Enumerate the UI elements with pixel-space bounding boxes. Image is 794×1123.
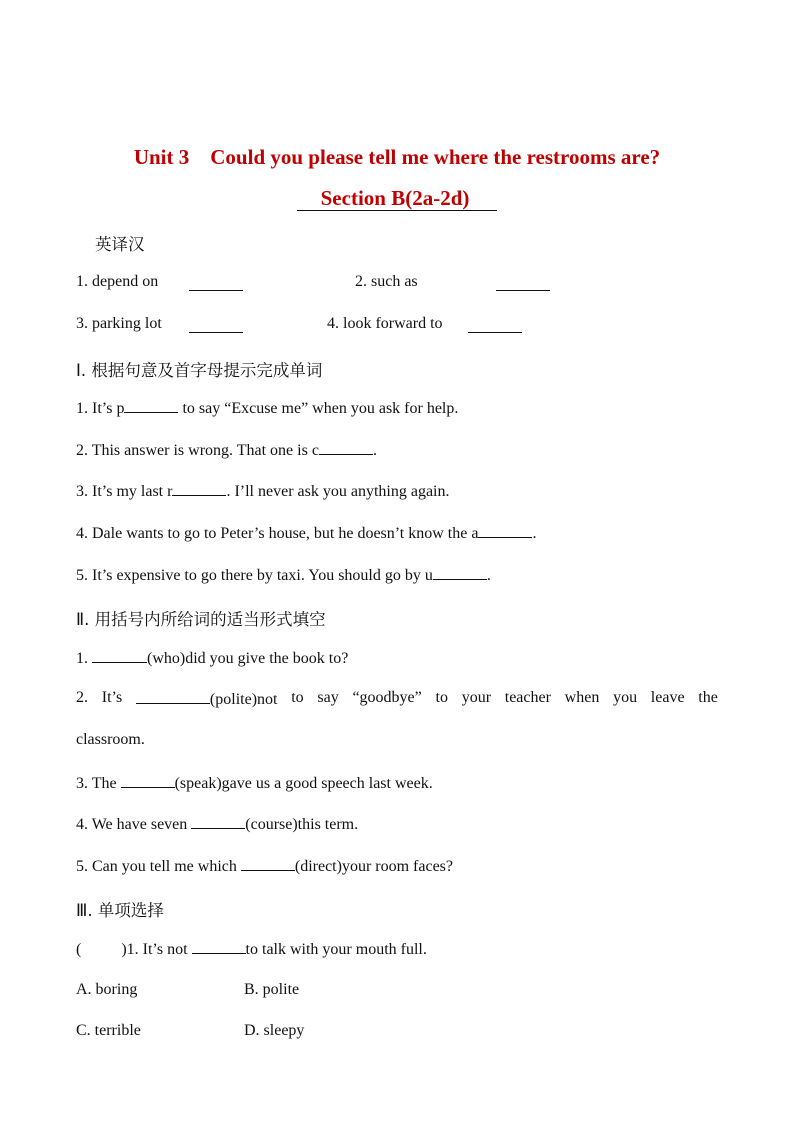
part1-blank-4[interactable]: [478, 523, 532, 538]
part1-heading: Ⅰ. 根据句意及首字母提示完成单词: [76, 361, 323, 380]
part2-item-3: 3. The (speak)gave us a good speech last week.: [76, 775, 433, 792]
unit-title: [0, 145, 794, 170]
part3-question-1: ( )1. It’s not to talk with your mouth full.: [76, 941, 427, 958]
unit-label: Unit 3: [133, 145, 190, 169]
option-b[interactable]: B. polite: [244, 981, 300, 998]
part2-blank-3[interactable]: [121, 773, 175, 788]
section-title: [0, 186, 794, 211]
part2-blank-2[interactable]: [136, 689, 210, 704]
unit-question: Could you please tell me where the restrooms are?: [210, 145, 661, 169]
part1-blank-1[interactable]: [124, 398, 178, 413]
part2-item-2-cont: classroom.: [76, 731, 145, 748]
part2-item-4: 4. We have seven (course)this term.: [76, 816, 359, 833]
part2-blank-1[interactable]: [92, 648, 147, 663]
option-c[interactable]: C. terrible: [76, 1022, 141, 1039]
vocab-heading: 英译汉: [95, 235, 145, 254]
part3-blank-1[interactable]: [192, 939, 246, 954]
part1-blank-5[interactable]: [433, 565, 487, 580]
vocab-item-2: 2. such as: [355, 273, 418, 290]
vocab-item-3: 3. parking lot: [76, 315, 162, 332]
part2-heading: Ⅱ. 用括号内所给词的适当形式填空: [76, 610, 326, 629]
part2-item-5: 5. Can you tell me which (direct)your room faces?: [76, 858, 453, 875]
part1-blank-3[interactable]: [172, 481, 226, 496]
vocab-blank-2[interactable]: [496, 276, 550, 291]
part2-item-1: 1. (who)did you give the book to?: [76, 650, 349, 667]
part2-item-2: 2. It’s (polite)not to say “goodbye” to your teacher when you leave the: [76, 689, 718, 708]
answer-paren[interactable]: ( ): [76, 941, 127, 958]
option-d[interactable]: D. sleepy: [244, 1022, 305, 1039]
part1-item-1: 1. It’s p to say “Excuse me” when you ask for help.: [76, 400, 459, 417]
part2-blank-5[interactable]: [241, 856, 295, 871]
part1-item-5: 5. It’s expensive to go there by taxi. You should go by u .: [76, 567, 491, 584]
vocab-item-1: 1. depend on: [76, 273, 159, 290]
part1-item-4: 4. Dale wants to go to Peter’s house, but he doesn’t know the a .: [76, 525, 537, 542]
part1-blank-2[interactable]: [319, 440, 373, 455]
vocab-blank-4[interactable]: [468, 318, 522, 333]
vocab-blank-3[interactable]: [189, 318, 243, 333]
part1-item-2: 2. This answer is wrong. That one is c .: [76, 442, 377, 459]
section-label: Section B(2a-2d): [320, 186, 470, 210]
part3-heading: Ⅲ. 单项选择: [76, 901, 164, 920]
vocab-item-4: 4. look forward to: [327, 315, 443, 332]
option-a[interactable]: A. boring: [76, 981, 138, 998]
vocab-blank-1[interactable]: [189, 276, 243, 291]
part2-blank-4[interactable]: [191, 814, 245, 829]
part1-item-3: 3. It’s my last r . I’ll never ask you anything again.: [76, 483, 450, 500]
